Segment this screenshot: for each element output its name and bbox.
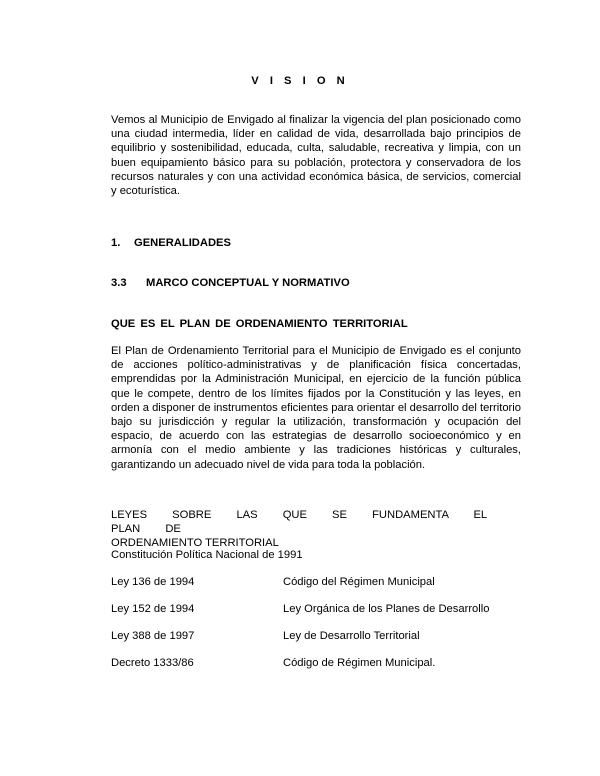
law-description: Código del Régimen Municipal bbox=[283, 576, 435, 588]
section-number: 3.3 bbox=[111, 277, 127, 289]
pot-paragraph: El Plan de Ordenamiento Territorial para el Municipio de Envigado es el conjunto de acciones político-administrativas y de planificación física concertadas, emprendidas por la Administración Municipal, en ejercicio de la función pública que le compete, dentro de los límites fijados por la Constitución y las leyes, en orden a disponer de instrumentos eficientes para orientar el desarrollo del territorio bajo su jurisdicción y regular la utilización, transformación y ocupación del espacio, de acuerdo con las estrategias de desarrollo socioeconómico y en armonía con el medio ambiente y las tradiciones históricas y culturales, garantizando un adecuado nivel de vida para toda la población. bbox=[111, 345, 521, 471]
law-description: Código de Régimen Municipal. bbox=[283, 657, 436, 669]
section-label: GENERALIDADES bbox=[134, 237, 231, 249]
law-name: Ley 152 de 1994 bbox=[111, 603, 195, 615]
section-heading-marco bbox=[111, 276, 521, 290]
law-name: Ley 388 de 1997 bbox=[111, 630, 195, 642]
section-heading-generalidades bbox=[111, 236, 521, 250]
laws-heading bbox=[111, 508, 521, 551]
vision-title: V I S I O N bbox=[251, 75, 349, 87]
constitution-line: Constitución Política Nacional de 1991 bbox=[111, 549, 303, 561]
pot-heading: QUE ES EL PLAN DE ORDENAMIENTO TERRITORIAL bbox=[111, 318, 408, 330]
section-number: 1. bbox=[111, 237, 121, 249]
law-name: Ley 136 de 1994 bbox=[111, 576, 195, 588]
law-name: Decreto 1333/86 bbox=[111, 657, 194, 669]
law-description: Ley Orgánica de los Planes de Desarrollo bbox=[283, 603, 490, 615]
section-label: MARCO CONCEPTUAL Y NORMATIVO bbox=[146, 277, 350, 289]
laws-heading-line2: ORDENAMIENTO TERRITORIAL bbox=[111, 537, 279, 550]
laws-heading-line1: LEYES SOBRE LAS QUE SE FUNDAMENTA EL PLAN DE bbox=[111, 509, 487, 536]
vision-paragraph: Vemos al Municipio de Envigado al finalizar la vigencia del plan posicionado como una ciudad intermedia, líder en calidad de vida, desarrollada bajo principios de equilibrio y sostenibilidad, educada, culta, saludable, recreativa y limpia, con un buen equipamiento básico para su población, protectora y conservadora de los recursos naturales y con una actividad económica básica, de servicios, comercial y ecoturística. bbox=[111, 114, 521, 198]
law-description: Ley de Desarrollo Territorial bbox=[283, 630, 420, 642]
